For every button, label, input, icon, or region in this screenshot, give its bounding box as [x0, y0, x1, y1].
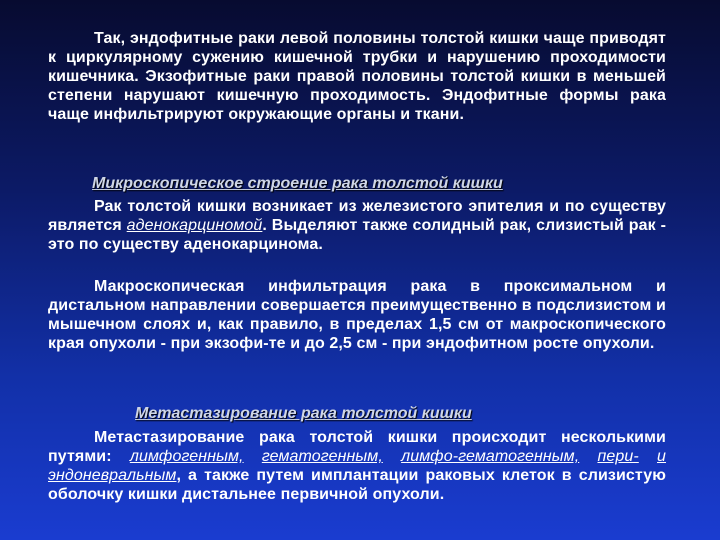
- paragraph-2-after: . Выделяют также солидный рак, слизистый рак - это по существу аденокарцинома.: [48, 217, 666, 253]
- paragraph-3-text: Макроскопическая инфильтрация рака в проксимальном и дистальном направлении совершается преимущественно в подслизистом и мышечном слоях и, как правило, в пределах 1,5 см от макроскопического края опухоли - при экзофи-те и до 2,5 см - при эндофитном росте опухоли.: [48, 278, 666, 352]
- separator: [639, 448, 657, 465]
- paragraph-endophytic-exophytic: [48, 29, 666, 124]
- heading-microscopic-structure: Микроскопическое строение рака толстой кишки: [92, 175, 503, 192]
- paragraph-4-after: , а также путем имплантации раковых клеток в слизистую оболочку кишки дистальнее первичной опухоли.: [48, 467, 666, 503]
- term-endoneural: эндоневральным: [48, 467, 177, 484]
- separator: [579, 448, 597, 465]
- term-lymphogenous: лимфогенным,: [129, 448, 244, 465]
- separator: [383, 448, 401, 465]
- separator: [244, 448, 262, 465]
- term-adenocarcinoma: аденокарциномой: [126, 217, 263, 234]
- paragraph-microscopic: [48, 197, 666, 254]
- term-peri: пери-: [597, 448, 639, 465]
- paragraph-macroscopic-infiltration: [48, 277, 666, 353]
- paragraph-2-before: Рак толстой кишки возникает из железистого эпителия и по существу является: [48, 198, 666, 234]
- term-lympho-hematogenous: лимфо-гематогенным,: [401, 448, 580, 465]
- paragraph-4-before: Метастазирование рака толстой кишки происходит несколькими путями:: [48, 429, 666, 465]
- paragraph-metastasis: [48, 428, 666, 504]
- term-hematogenous: гематогенным,: [261, 448, 383, 465]
- term-and: и: [657, 448, 667, 465]
- heading-metastasis: Метастазирование рака толстой кишки: [135, 405, 472, 422]
- paragraph-1-text: Так, эндофитные раки левой половины толстой кишки чаще приводят к циркулярному сужению кишечной трубки и нарушению проходимости кишечника. Экзофитные раки правой половины толстой кишки в меньшей степени нарушают кишечную проходимость. Эндофитные формы рака чаще инфильтрируют окружающие органы и ткани.: [48, 30, 666, 123]
